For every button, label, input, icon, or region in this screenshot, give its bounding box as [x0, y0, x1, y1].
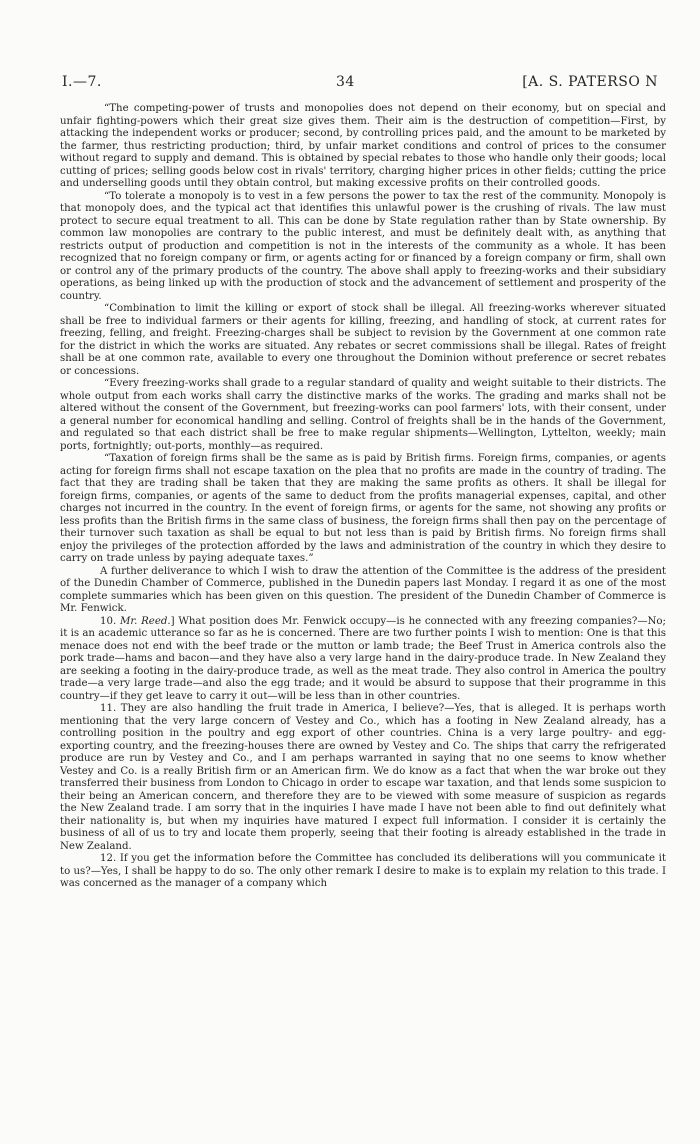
paragraph-monopolies: “The competing-power of trusts and monopolies does not depend on their economy, but on special and unfair fighting-powers which their great size gives them. Their aim is the destruction of competition—First, by attacking the independent works or producer; second, by controlling prices paid, and the amount to be marketed by the farmer, thus restricting production; third, by unfair market conditions and control of prices to the consumer without regard to supply and demand. This is obtained by special rebates to those who handle only their goods; local cutting of prices; selling goods below cost in rivals' territory, charging higher prices in other fields; cutting the price and underselling goods until they obtain control, but making excessive profits on their controlled goods. — [60, 103, 666, 189]
page-number: 34 — [336, 74, 355, 90]
witness-name: [A. S. PATERSO N — [522, 74, 658, 90]
question-number: 10. — [100, 615, 117, 627]
paragraph-taxation: “Taxation of foreign firms shall be the same as is paid by British firms. Foreign firms, companies, or agents acting for foreign firms shall not escape taxation on the plea that no profits are made in the country of trading. The fact that they are trading shall be taken that they are making the same profits as others. It shall be illegal for foreign firms, companies, or agents of the same to deduct from the profits managerial expenses, capital, and other charges not incurred in the country. In the event of foreign firms, or agents for the same, not showing any profits or less profits than the British firms in the same class of business, the foreign firms shall then pay on the percentage of their turnover such taxation as shall be equal to but not less than is paid by British firms. No foreign firms shall enjoy the privileges of the protection afforded by the laws and administration of the country in which they desire to carry on trade unless by paying adequate taxes.” — [60, 453, 666, 564]
paragraph-question-10 — [60, 616, 666, 704]
page-header — [60, 74, 658, 96]
paragraph-question-12: 12. If you get the information before the Committee has concluded its deliberations will you communicate it to us?—Yes, I shall be happy to do so. The only other remark I desire to make is to explain my relation to this trade. I was concerned as the manager of a company which — [60, 853, 666, 889]
paragraph-combination: “Combination to limit the killing or export of stock shall be illegal. All freezing-works wherever situated shall be free to individual farmers or their agents for killing, freezing, and handling of stock, at current rates for freezing, felling, and freight. Freezing-charges shall be subject to revision by the Government at one common rate for the district in which the works are situated. Any rebates or secret commissions shall be illegal. Rates of freight shall be at one common rate, available to every one throughout the Dominion without preference or secret rebates or concessions. — [60, 303, 666, 377]
document-body — [60, 103, 666, 891]
parliamentary-paper-reference: I.—7. — [62, 74, 102, 90]
paragraph-tolerate-monopoly: “To tolerate a monopoly is to vest in a few persons the power to tax the rest of the community. Monopoly is that monopoly does, and the typical act that identifies this unlawful power is the crushing of rivals. The law must protect to secure equal treatment to all. This can be done by State regulation rather than by State ownership. By common law monopolies are contrary to the public interest, and must be definitely dealt with, as anything that restricts output of production and competition is not in the interests of the community as a whole. It has been recognized that no foreign company or firm, or agents acting for or financed by a foreign company or firm, shall own or control any of the primary products of the country. The above shall apply to freezing-works and their subsidiary operations, as being linked up with the production of stock and the advancement of settlement and prosperity of the country. — [60, 190, 666, 302]
paragraph-freezing-works: “Every freezing-works shall grade to a regular standard of quality and weight suitable to their districts. The whole output from each works shall carry the distinctive marks of the works. The grading and marks shall not be altered without the consent of the Government, but freezing-works can pool farmers' lots, with their consent, under a general number for economical handling and selling. Control of freights shall be in the hands of the Government, and regulated so that each district shall be free to make regular shipments—Wellington, Lyttelton, weekly; main ports, fortnightly; out-ports, monthly—as required. — [60, 378, 666, 452]
question-speaker: Mr. Reed. — [119, 615, 171, 627]
question-10-text: ] What position does Mr. Fenwick occupy—is he connected with any freezing companies?—No; it is an academic utterance so far as he is concerned. There are two further points I wish to mention: One is that this menace does not end with the beef trade or the mutton or lamb trade; the Beef Trust in America controls also the pork trade—hams and bacon—and they have also a very large hand in the dairy-produce trade. In New Zealand they are seeking a footing in the dairy-produce trade, as well as the meat trade. They also control in America the poultry trade—a very large trade—and also the egg trade; and it would be absurd to suppose that their programme in this country—if they get leave to carry it out—will be less than in other countries. — [60, 615, 666, 702]
paragraph-deliverance: A further deliverance to which I wish to draw the attention of the Committee is the address of the president of the Dunedin Chamber of Commerce, published in the Dunedin papers last Monday. I regard it as one of the most complete summaries which has been given on this question. The president of the Dunedin Chamber of Commerce is Mr. Fenwick. — [60, 565, 666, 614]
paragraph-question-11: 11. They are also handling the fruit trade in America, I believe?—Yes, that is alleged. It is perhaps worth mentioning that the very large concern of Vestey and Co., which has a footing in New Zealand already, has a controlling position in the poultry and egg export of other countries. China is a very large poultry- and egg-exporting country, and the freezing-houses there are owned by Vestey and Co. The ships that carry the refrigerated produce are run by Vestey and Co., and I am perhaps warranted in saying that no one seems to know whether Vestey and Co. is a really British firm or an American firm. We do know as a fact that when the war broke out they transferred their business from London to Chicago in order to escape war taxation, and that lends some suspicion to their being an American concern, and therefore they are to be viewed with some measure of suspicion as regards the New Zealand trade. I am sorry that in the inquiries I have made I have not been able to find out definitely what their nationality is, but when my inquiries have matured I expect full information. I consider it is certainly the business of all of us to try and locate them properly, seeing that their footing is already established in the trade in New Zealand. — [60, 703, 666, 852]
